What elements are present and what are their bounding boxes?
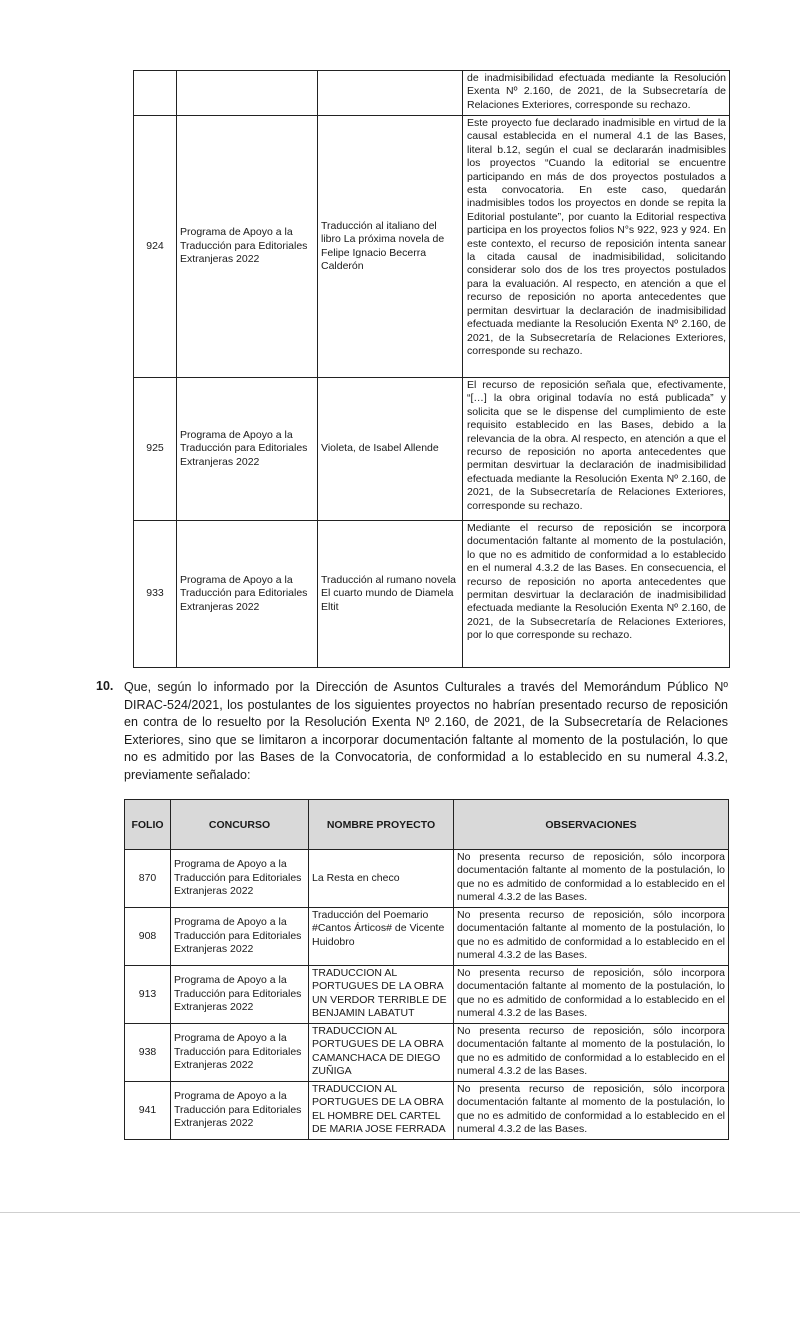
table-row (134, 378, 730, 521)
folio-cell: 941 (125, 1082, 171, 1140)
project-name-cell (318, 71, 463, 116)
project-name-cell: TRADUCCION AL PORTUGUES DE LA OBRA CAMANCHACA DE DIEGO ZUÑIGA (309, 1024, 454, 1082)
observations-cell: Este proyecto fue declarado inadmisible en virtud de la causal establecida en el numeral 4.1 de las Bases, literal b.12, según el cual se declararán inadmisibles los proyectos “Cuando la editorial se encuentre participando en más de dos proyectos postulados a esta convocatoria. En este caso, quedarán inadmisibles todos los proyectos en donde se repita la Editorial postulante”, por cuanto la Editorial respectiva participa en los proyectos folios N°s 922, 923 y 924. En este contexto, el recurso de reposición intenta sanear la citada causal de inadmisibilidad, solicitando considerar solo dos de los tres proyectos postulados para la evaluación. Al respecto, en atención a que el recurso de reposición no aporta antecedentes que permitan desvirtuar la declaración de inadmisibilidad efectuada mediante la Resolución Exenta Nº 2.160, de 2021, de la Subsecretaría de Relaciones Exteriores, corresponde su rechazo. (463, 116, 730, 378)
table-row (134, 521, 730, 668)
table-header-row (125, 800, 729, 850)
table-row (125, 966, 729, 1024)
observations-cell: No presenta recurso de reposición, sólo incorpora documentación faltante al momento de la postulación, lo que no es admitido de conformidad a lo establecido en el numeral 4.3.2 de las Bases. (454, 908, 729, 966)
concurso-cell: Programa de Apoyo a la Traducción para Editoriales Extranjeras 2022 (171, 1082, 309, 1140)
paragraph-text: Que, según lo informado por la Dirección de Asuntos Culturales a través del Memorándum Público Nº DIRAC-524/2021, los postulantes de los siguientes proyectos no habrían presentado recurso de reposición en contra de lo resuelto por la Resolución Exenta Nº 2.160, de 2021, de la Subsecretaría de Relaciones Exteriores, sino que se limitaron a incorporar documentación faltante al momento de la postulación, lo que no es admitido por las Bases de la Convocatoria, de conformidad a lo establecido en su numeral 4.3.2, previamente señalado: (124, 680, 728, 782)
concurso-cell: Programa de Apoyo a la Traducción para Editoriales Extranjeras 2022 (177, 521, 318, 668)
project-name-cell: Traducción del Poemario #Cantos Árticos# de Vicente Huidobro (309, 908, 454, 966)
project-name-cell: TRADUCCION AL PORTUGUES DE LA OBRA UN VERDOR TERRIBLE DE BENJAMIN LABATUT (309, 966, 454, 1024)
folio-cell: 908 (125, 908, 171, 966)
project-name-cell: Violeta, de Isabel Allende (318, 378, 463, 521)
page-bottom-divider (0, 1212, 800, 1213)
folio-cell: 924 (134, 116, 177, 378)
table-row (125, 1082, 729, 1140)
header-folio: FOLIO (125, 800, 171, 850)
observations-cell: de inadmisibilidad efectuada mediante la Resolución Exenta Nº 2.160, de 2021, de la Subsecretaría de Relaciones Exteriores, corresponde su rechazo. (463, 71, 730, 116)
folio-cell: 938 (125, 1024, 171, 1082)
observations-cell: No presenta recurso de reposición, sólo incorpora documentación faltante al momento de la postulación, lo que no es admitido de conformidad a lo establecido en el numeral 4.3.2 de las Bases. (454, 1024, 729, 1082)
concurso-cell: Programa de Apoyo a la Traducción para Editoriales Extranjeras 2022 (177, 116, 318, 378)
concurso-cell: Programa de Apoyo a la Traducción para Editoriales Extranjeras 2022 (171, 908, 309, 966)
folio-cell: 870 (125, 850, 171, 908)
observations-cell: No presenta recurso de reposición, sólo incorpora documentación faltante al momento de la postulación, lo que no es admitido de conformidad a lo establecido en el numeral 4.3.2 de las Bases. (454, 966, 729, 1024)
table-row (134, 71, 730, 116)
resolution-table-continued (133, 70, 730, 668)
projects-without-appeal-table (124, 799, 729, 1140)
concurso-cell (177, 71, 318, 116)
observations-cell: Mediante el recurso de reposición se incorpora documentación faltante al momento de la postulación, lo que no es admitido de conformidad a lo establecido en el numeral 4.3.2 de las Bases. En consecuencia, el recurso de reposición no aporta antecedentes que permitan desvirtuar la declaración de inadmisibilidad efectuada mediante la Resolución Exenta Nº 2.160, de 2021, de la Subsecretaría de Relaciones Exteriores, por lo que corresponde su rechazo. (463, 521, 730, 668)
header-observations: OBSERVACIONES (454, 800, 729, 850)
concurso-cell: Programa de Apoyo a la Traducción para Editoriales Extranjeras 2022 (171, 850, 309, 908)
paragraph-number: 10. (96, 679, 114, 693)
folio-cell (134, 71, 177, 116)
folio-cell: 933 (134, 521, 177, 668)
header-project-name: NOMBRE PROYECTO (309, 800, 454, 850)
observations-cell: No presenta recurso de reposición, sólo incorpora documentación faltante al momento de la postulación, lo que no es admitido de conformidad a lo establecido en el numeral 4.3.2 de las Bases. (454, 1082, 729, 1140)
table-row (125, 850, 729, 908)
project-name-cell: La Resta en checo (309, 850, 454, 908)
table-row (134, 116, 730, 378)
concurso-cell: Programa de Apoyo a la Traducción para Editoriales Extranjeras 2022 (177, 378, 318, 521)
observations-cell: El recurso de reposición señala que, efectivamente, “[…] la obra original todavía no está publicada” y solicita que se le dispense del cumplimiento de este requisito establecido en las Bases, debido a la relevancia de la obra. Al respecto, en atención a que el recurso de reposición no aporta antecedentes que permitan desvirtuar la declaración de inadmisibilidad efectuada mediante la Resolución Exenta Nº 2.160, de 2021, de la Subsecretaría de Relaciones Exteriores, corresponde su rechazo. (463, 378, 730, 521)
concurso-cell: Programa de Apoyo a la Traducción para Editoriales Extranjeras 2022 (171, 1024, 309, 1082)
header-concurso: CONCURSO (171, 800, 309, 850)
concurso-cell: Programa de Apoyo a la Traducción para Editoriales Extranjeras 2022 (171, 966, 309, 1024)
project-name-cell: Traducción al italiano del libro La próxima novela de Felipe Ignacio Becerra Calderón (318, 116, 463, 378)
project-name-cell: Traducción al rumano novela El cuarto mundo de Diamela Eltit (318, 521, 463, 668)
table-row (125, 1024, 729, 1082)
project-name-cell: TRADUCCION AL PORTUGUES DE LA OBRA EL HOMBRE DEL CARTEL DE MARIA JOSE FERRADA (309, 1082, 454, 1140)
table-row (125, 908, 729, 966)
observations-cell: No presenta recurso de reposición, sólo incorpora documentación faltante al momento de la postulación, lo que no es admitido de conformidad a lo establecido en el numeral 4.3.2 de las Bases. (454, 850, 729, 908)
folio-cell: 925 (134, 378, 177, 521)
folio-cell: 913 (125, 966, 171, 1024)
